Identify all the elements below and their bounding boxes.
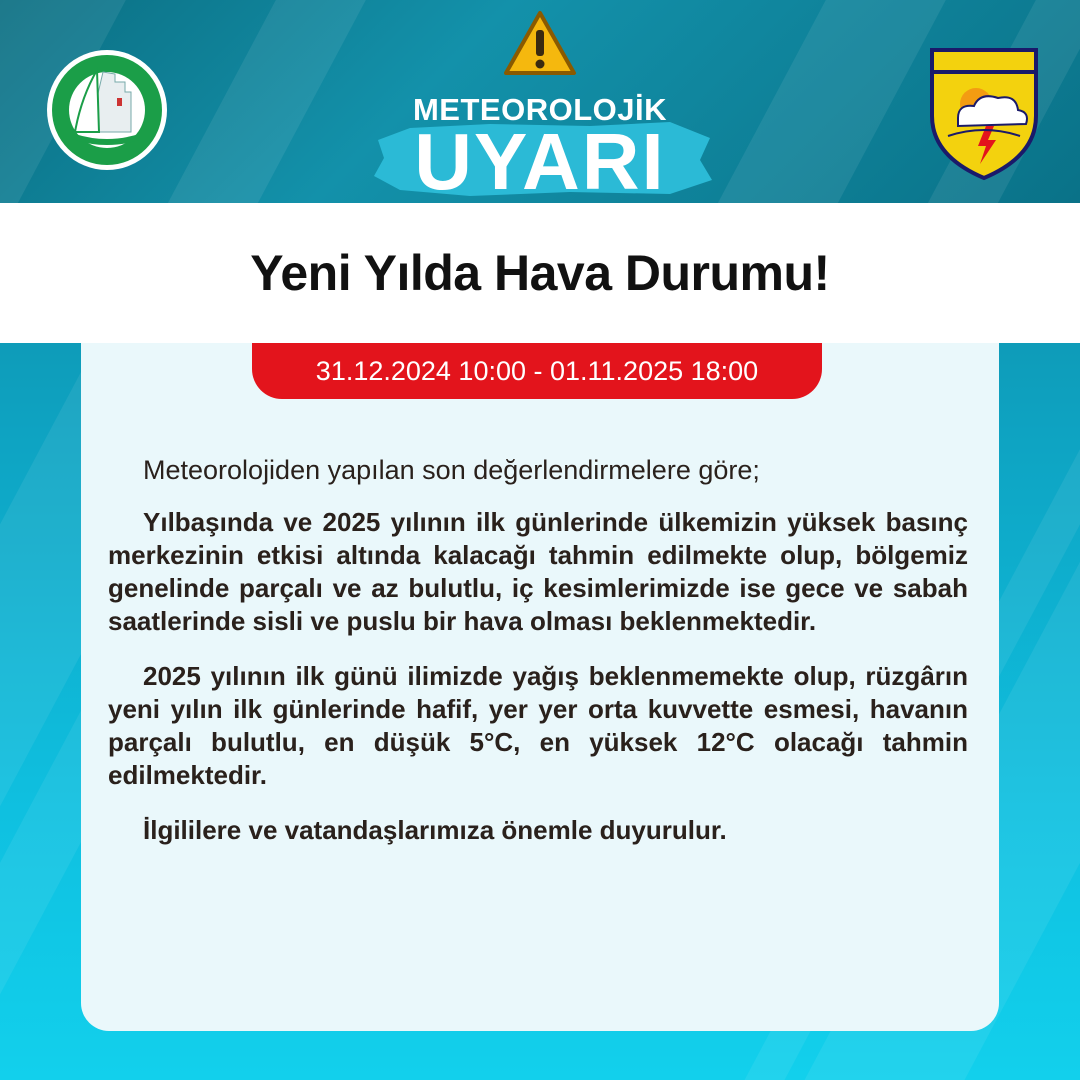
header-banner — [0, 0, 1080, 203]
warning-icon — [503, 10, 577, 78]
intro-text: Meteorolojiden yapılan son değerlendirmelere göre; — [143, 455, 760, 485]
paragraph-2: 2025 yılının ilk günü ilimizde yağış beklenmemekte olup, rüzgârın yeni yılın ilk günlerinde hafif, yer yer orta kuvvette esmesi, havanın parçalı bulutlu, en düşük 5°C, en yüksek 12°C olacağı tahmin edilmektedir. — [108, 661, 968, 790]
date-range: 31.12.2024 10:00 - 01.11.2025 18:00 — [315, 355, 759, 386]
title-meteorolojik: METEOROLOJİK — [412, 92, 667, 127]
paragraph-1: Yılbaşında ve 2025 yılının ilk günlerinde ülkemizin yüksek basınç merkezinin etkisi altında kalacağı tahmin edilmekte olup, bölgemiz genelinde parçalı ve az bulutlu, iç kesimlerimizde ise gece ve sabah saatlerinde sisli ve puslu bir hava olması beklenmektedir. — [108, 507, 968, 636]
title-uyari: UYARI — [414, 117, 666, 203]
headline-band — [0, 203, 1080, 343]
paragraph-3: İlgililere ve vatandaşlarımıza önemle duyurulur. — [143, 815, 727, 845]
meteoroloji-logo — [928, 46, 1040, 182]
date-range-badge — [252, 343, 822, 399]
headline: Yeni Yılda Hava Durumu! — [250, 245, 830, 301]
sinop-valiligi-logo — [45, 48, 169, 172]
announcement-body — [108, 455, 968, 869]
